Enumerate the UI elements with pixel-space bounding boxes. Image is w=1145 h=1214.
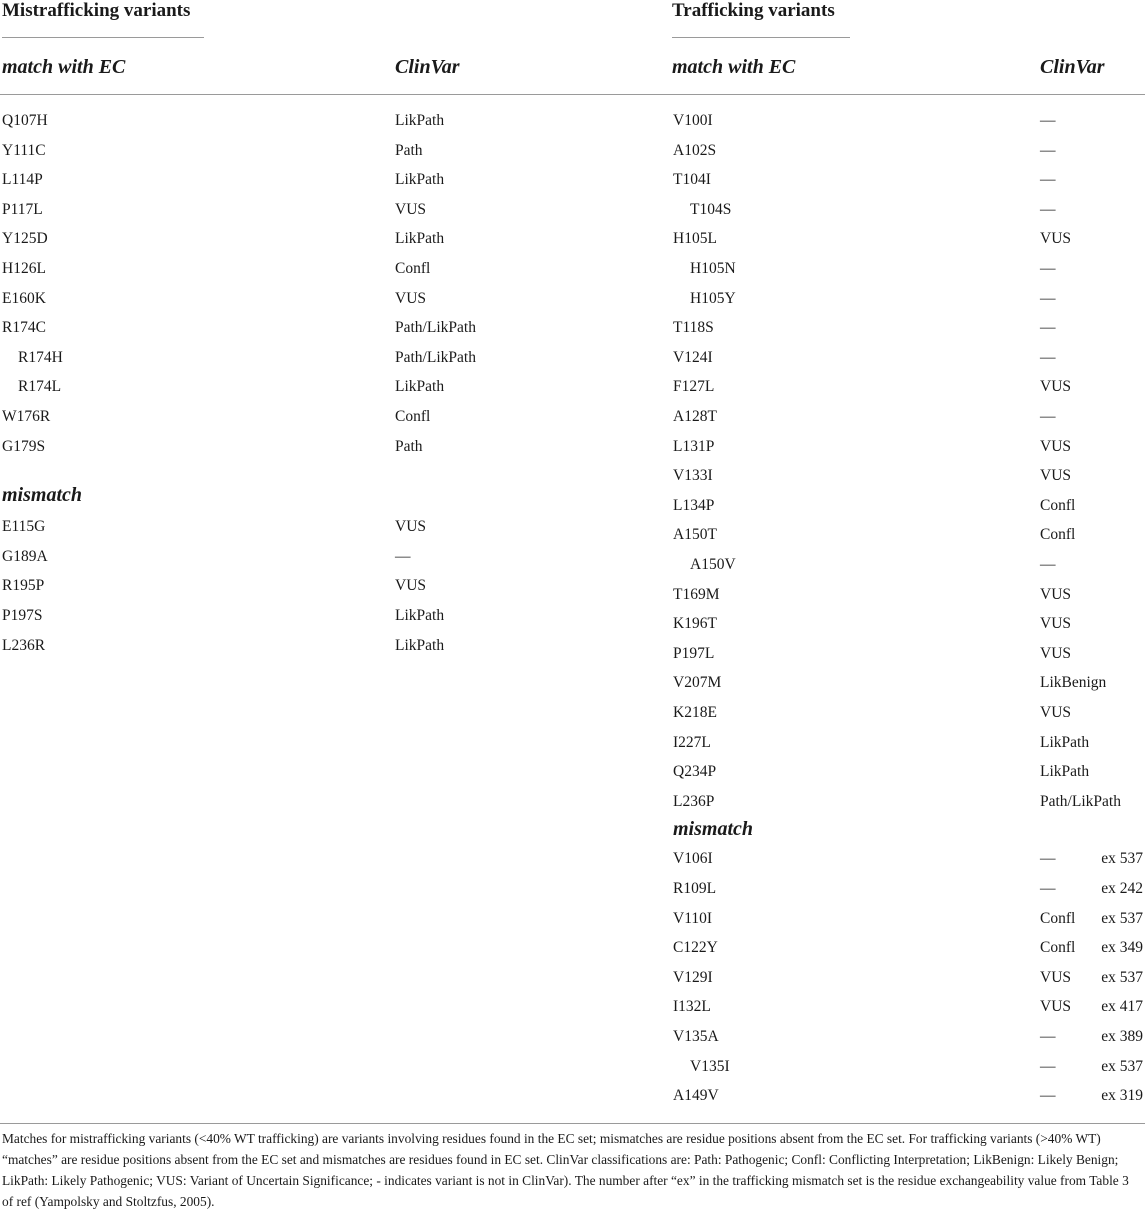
right-match-variant: L134P xyxy=(673,496,715,514)
left-match-clinvar: Path/LikPath xyxy=(395,319,476,337)
right-mismatch-variant: R109L xyxy=(673,880,717,897)
right-mismatch-exchangeability: ex 242 xyxy=(1101,880,1143,897)
right-match-variant: A128T xyxy=(673,408,717,425)
right-match-clinvar: LikPath xyxy=(1040,733,1090,751)
right-col-clinvar-header: ClinVar xyxy=(1040,56,1105,78)
right-match-clinvar: VUS xyxy=(1040,615,1072,633)
right-col-variant-header: match with EC xyxy=(672,56,796,78)
right-mismatch-variant: V135I xyxy=(690,1057,730,1075)
right-mismatch-exchangeability: ex 417 xyxy=(1101,998,1143,1016)
right-match-variant: Q234P xyxy=(673,763,717,781)
right-match-variant: T104S xyxy=(690,200,732,218)
right-mismatch-exchangeability: ex 389 xyxy=(1101,1028,1143,1045)
right-match-variant: T118S xyxy=(673,319,714,337)
left-match-variant: Q107H xyxy=(2,112,48,129)
right-match-variant: H105L xyxy=(673,230,717,248)
right-match-clinvar: — xyxy=(1040,408,1056,425)
right-match-clinvar: VUS xyxy=(1040,467,1072,485)
left-match-variant: H126L xyxy=(2,260,46,277)
left-mismatch-variant: E115G xyxy=(2,518,46,536)
right-match-clinvar: — xyxy=(1040,348,1056,366)
left-match-variant: Y125D xyxy=(2,230,48,248)
right-mismatch-exchangeability: ex 537 xyxy=(1101,850,1143,868)
right-match-variant: P197L xyxy=(673,644,715,662)
right-mismatch-variant: I132L xyxy=(673,998,711,1016)
right-mismatch-variant: V106I xyxy=(673,850,713,868)
right-match-variant: A150T xyxy=(673,526,717,544)
right-match-variant: K196T xyxy=(673,615,717,633)
right-match-variant: L131P xyxy=(673,437,715,455)
right-match-clinvar: — xyxy=(1040,112,1056,129)
left-group-title: Mistrafficking variants xyxy=(2,0,191,21)
right-match-variant: T169M xyxy=(673,585,720,603)
left-mismatch-clinvar: VUS xyxy=(395,577,427,595)
left-col-variant-header: match with EC xyxy=(2,56,126,78)
right-match-variant: T104I xyxy=(673,171,711,189)
right-match-variant: A150V xyxy=(690,556,736,573)
right-match-clinvar: — xyxy=(1040,141,1056,159)
right-match-clinvar: Path/LikPath xyxy=(1040,792,1121,810)
left-match-variant: R174H xyxy=(18,348,63,366)
right-match-clinvar: Confl xyxy=(1040,526,1076,544)
right-match-variant: F127L xyxy=(673,378,715,396)
left-match-clinvar: VUS xyxy=(395,289,427,307)
left-match-clinvar: LikPath xyxy=(395,112,445,129)
right-match-clinvar: LikPath xyxy=(1040,763,1090,781)
left-match-variant: L114P xyxy=(2,171,43,189)
left-mismatch-subheading: mismatch xyxy=(2,484,83,507)
left-match-clinvar: Confl xyxy=(395,408,431,425)
left-mismatch-variant: P197S xyxy=(2,607,43,624)
right-match-clinvar: Confl xyxy=(1040,496,1076,514)
left-title-rule xyxy=(2,37,204,38)
right-match-clinvar: VUS xyxy=(1040,644,1072,662)
left-match-clinvar: Path xyxy=(395,437,423,455)
right-match-variant: A102S xyxy=(673,141,717,159)
left-col-clinvar-header: ClinVar xyxy=(395,56,460,78)
left-match-variant: R174L xyxy=(18,378,62,396)
right-match-variant: V100I xyxy=(673,112,713,129)
left-match-clinvar: Confl xyxy=(395,260,431,277)
right-match-variant: H105Y xyxy=(690,289,736,307)
right-match-variant: K218E xyxy=(673,704,717,721)
left-mismatch-variant: R195P xyxy=(2,577,45,595)
right-match-clinvar: — xyxy=(1040,289,1056,307)
footer-rule xyxy=(0,1123,1145,1124)
left-match-variant: R174C xyxy=(2,319,46,337)
right-title-rule xyxy=(672,37,850,38)
left-mismatch-clinvar: VUS xyxy=(395,518,427,536)
left-match-clinvar: LikPath xyxy=(395,378,445,396)
right-match-clinvar: VUS xyxy=(1040,585,1072,603)
right-mismatch-variant: C122Y xyxy=(673,939,718,957)
right-mismatch-exchangeability: ex 319 xyxy=(1101,1087,1143,1105)
right-mismatch-clinvar: — xyxy=(1040,850,1056,868)
left-match-variant: Y111C xyxy=(2,141,46,159)
right-mismatch-variant: V129I xyxy=(673,968,713,986)
left-mismatch-variant: G189A xyxy=(2,547,48,565)
left-match-variant: E160K xyxy=(2,289,46,307)
right-mismatch-clinvar: VUS xyxy=(1040,968,1072,986)
right-mismatch-exchangeability: ex 537 xyxy=(1101,909,1143,927)
left-match-clinvar: Path/LikPath xyxy=(395,348,476,366)
right-mismatch-exchangeability: ex 349 xyxy=(1101,939,1143,957)
right-mismatch-clinvar: — xyxy=(1040,1028,1056,1045)
right-mismatch-exchangeability: ex 537 xyxy=(1101,968,1143,986)
right-match-clinvar: — xyxy=(1040,556,1056,573)
right-match-variant: V124I xyxy=(673,348,713,366)
right-match-clinvar: — xyxy=(1040,260,1056,277)
right-mismatch-clinvar: — xyxy=(1040,880,1056,897)
right-group-title: Trafficking variants xyxy=(672,0,835,21)
right-mismatch-variant: V135A xyxy=(673,1028,719,1045)
left-match-clinvar: LikPath xyxy=(395,171,445,189)
left-mismatch-clinvar: — xyxy=(395,547,411,565)
right-match-clinvar: VUS xyxy=(1040,437,1072,455)
left-match-variant: W176R xyxy=(2,408,51,425)
right-mismatch-clinvar: — xyxy=(1040,1057,1056,1075)
right-match-clinvar: LikBenign xyxy=(1040,674,1107,692)
left-match-variant: G179S xyxy=(2,437,46,455)
table-footnote: Matches for mistrafficking variants (<40% WT trafficking) are variants involving residues found in the EC set; mismatches are residue positions absent from the EC set. For trafficking variants (>40% WT) “matches” are residue positions absent from the EC set and mismatches are residues found in EC set. ClinVar classifications are: Path: Pathogenic; Confl: Conflicting Interpretation; LikBenign: Likely Benign; LikPath: Likely Pathogenic; VUS: Variant of Uncertain Significance; - indicates variant is not in ClinVar). The number after “ex” in the trafficking mismatch set is the residue exchangeability value from Table 3 of ref (Yampolsky and Stoltzfus, 2005). xyxy=(2,1131,1129,1209)
right-mismatch-variant: A149V xyxy=(673,1087,719,1105)
right-match-variant: H105N xyxy=(690,260,736,277)
right-mismatch-subheading: mismatch xyxy=(673,818,754,841)
header-rule xyxy=(0,94,1145,95)
right-match-clinvar: — xyxy=(1040,319,1056,337)
right-mismatch-clinvar: VUS xyxy=(1040,998,1072,1016)
left-match-clinvar: Path xyxy=(395,141,423,159)
left-match-clinvar: LikPath xyxy=(395,230,445,248)
right-mismatch-variant: V110I xyxy=(673,909,713,927)
right-match-clinvar: VUS xyxy=(1040,378,1072,396)
left-match-variant: P117L xyxy=(2,200,43,218)
left-match-clinvar: VUS xyxy=(395,200,427,218)
right-mismatch-clinvar: Confl xyxy=(1040,909,1076,927)
right-match-variant: I227L xyxy=(673,733,711,751)
right-match-clinvar: — xyxy=(1040,171,1056,189)
right-match-clinvar: — xyxy=(1040,200,1056,218)
right-mismatch-clinvar: Confl xyxy=(1040,939,1076,957)
right-match-variant: L236P xyxy=(673,792,715,810)
left-mismatch-variant: L236R xyxy=(2,636,46,654)
right-match-clinvar: VUS xyxy=(1040,230,1072,248)
right-match-clinvar: VUS xyxy=(1040,704,1072,721)
right-mismatch-clinvar: — xyxy=(1040,1087,1056,1105)
right-match-variant: V207M xyxy=(673,674,722,692)
right-match-variant: V133I xyxy=(673,467,713,485)
left-mismatch-clinvar: LikPath xyxy=(395,636,445,654)
left-mismatch-clinvar: LikPath xyxy=(395,607,445,624)
right-mismatch-exchangeability: ex 537 xyxy=(1101,1057,1143,1075)
